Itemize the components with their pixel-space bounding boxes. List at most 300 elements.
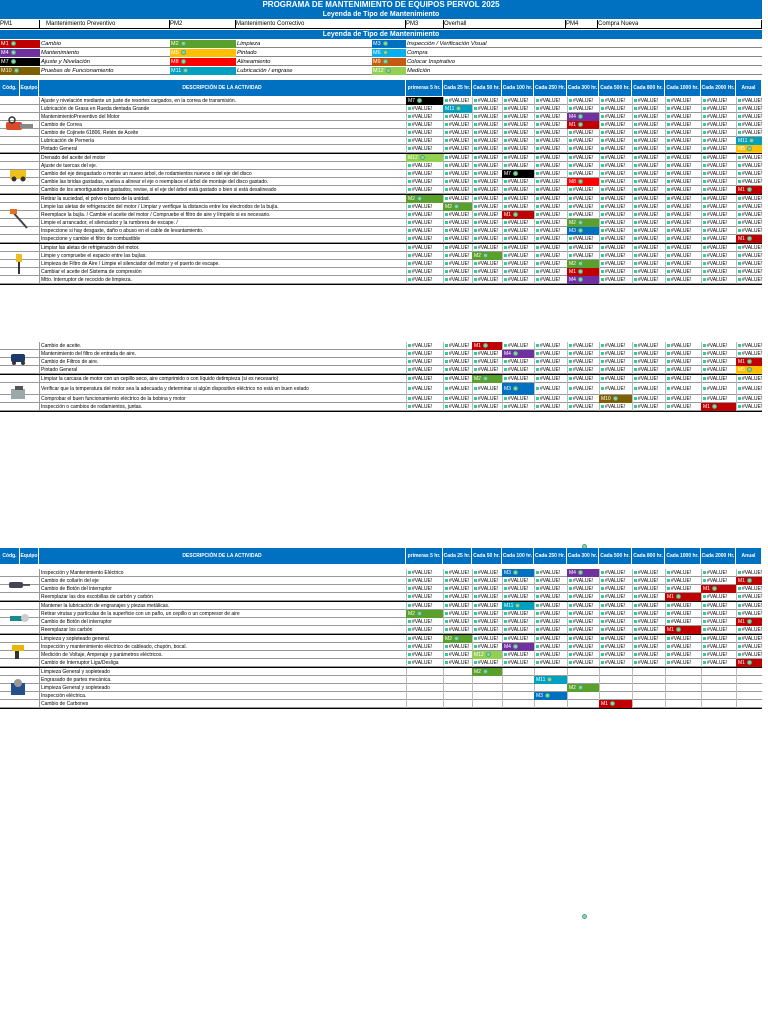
value-text: #VALUE! — [638, 660, 659, 666]
error-flag-icon — [504, 637, 507, 640]
error-flag-icon — [667, 604, 670, 607]
schedule-badge-m1 — [736, 235, 762, 243]
error-flag-icon — [601, 360, 604, 363]
value-text: #VALUE! — [412, 171, 433, 177]
block-separator — [0, 708, 762, 709]
value-cell — [632, 178, 665, 186]
checkmark-icon — [747, 619, 752, 624]
value-cell — [502, 268, 534, 276]
value-cell — [632, 643, 665, 651]
value-text: #VALUE! — [638, 603, 659, 609]
value-text: #VALUE! — [412, 644, 433, 650]
error-flag-icon — [738, 107, 741, 110]
value-text: #VALUE! — [412, 245, 433, 251]
error-flag-icon — [445, 587, 448, 590]
error-flag-icon — [569, 368, 572, 371]
error-flag-icon — [634, 229, 637, 232]
legend-code-text: M12 — [373, 68, 384, 74]
error-flag-icon — [667, 344, 670, 347]
value-text: #VALUE! — [540, 204, 561, 210]
value-cell — [665, 170, 701, 178]
value-cell — [472, 154, 502, 162]
empty-cell — [472, 692, 502, 700]
checkmark-icon — [386, 68, 391, 73]
equipment-image — [2, 195, 36, 243]
error-flag-icon — [474, 579, 477, 582]
schedule-badge-m2 — [443, 635, 472, 643]
value-cell — [632, 195, 665, 203]
error-flag-icon — [445, 131, 448, 134]
value-text: #VALUE! — [638, 253, 659, 259]
value-cell — [665, 129, 701, 137]
table-row — [0, 585, 762, 593]
value-text: #VALUE! — [449, 245, 470, 251]
table-row — [0, 395, 762, 403]
error-flag-icon — [703, 278, 706, 281]
trimmer-icon — [7, 207, 31, 231]
value-cell — [665, 154, 701, 162]
empty-cell — [502, 684, 534, 692]
value-text: #VALUE! — [638, 122, 659, 128]
checkmark-icon — [483, 343, 488, 348]
empty-cell — [443, 684, 472, 692]
legend-label: Colocar Inspirativo — [406, 58, 762, 66]
error-flag-icon — [703, 164, 706, 167]
value-cell — [632, 162, 665, 170]
value-cell — [472, 195, 502, 203]
error-flag-icon — [536, 368, 539, 371]
value-text: #VALUE! — [508, 146, 529, 152]
value-cell — [472, 219, 502, 227]
schedule-badge-m2 — [567, 219, 599, 227]
value-text: #VALUE! — [478, 245, 499, 251]
error-flag-icon — [408, 246, 411, 249]
value-text: #VALUE! — [478, 130, 499, 136]
value-cell — [599, 178, 632, 186]
error-flag-icon — [703, 620, 706, 623]
value-text: #VALUE! — [707, 627, 728, 633]
error-flag-icon — [445, 368, 448, 371]
value-text: #VALUE! — [508, 220, 529, 226]
error-flag-icon — [569, 587, 572, 590]
empty-cell — [534, 700, 567, 708]
error-flag-icon — [634, 164, 637, 167]
value-cell — [567, 137, 599, 145]
value-cell — [502, 219, 534, 227]
value-cell — [599, 235, 632, 243]
value-text: #VALUE! — [742, 644, 762, 650]
value-cell — [701, 651, 736, 659]
value-text: #VALUE! — [707, 171, 728, 177]
value-cell — [736, 350, 762, 358]
value-cell — [599, 170, 632, 178]
value-text: #VALUE! — [449, 253, 470, 259]
value-text: #VALUE! — [449, 261, 470, 267]
value-text: #VALUE! — [449, 171, 470, 177]
error-flag-icon — [667, 107, 670, 110]
value-cell — [599, 121, 632, 129]
value-cell — [632, 129, 665, 137]
error-flag-icon — [504, 278, 507, 281]
value-cell — [443, 244, 472, 252]
value-cell — [472, 244, 502, 252]
error-flag-icon — [634, 571, 637, 574]
error-flag-icon — [601, 221, 604, 224]
error-flag-icon — [474, 387, 477, 390]
empty-cell — [472, 676, 502, 684]
error-flag-icon — [474, 107, 477, 110]
value-cell — [406, 593, 443, 601]
value-cell — [567, 375, 599, 383]
value-cell — [701, 350, 736, 358]
error-flag-icon — [703, 653, 706, 656]
value-cell — [502, 260, 534, 268]
value-text: #VALUE! — [449, 396, 470, 402]
value-text: #VALUE! — [478, 611, 499, 617]
error-flag-icon — [634, 254, 637, 257]
activity-description: Cambio de los amortiguadores gastados, revise, si el eje del árbol está gastado o bien si está desalineado — [39, 186, 405, 194]
value-cell — [665, 651, 701, 659]
checkmark-icon — [456, 106, 461, 111]
value-cell — [472, 211, 502, 219]
empty-cell — [406, 668, 443, 676]
value-text: #VALUE! — [638, 652, 659, 658]
error-flag-icon — [569, 164, 572, 167]
value-text: #VALUE! — [449, 196, 470, 202]
value-text: #VALUE! — [478, 619, 499, 625]
error-flag-icon — [667, 579, 670, 582]
schedule-badge-m11 — [443, 105, 472, 113]
error-flag-icon — [504, 115, 507, 118]
value-text: #VALUE! — [707, 106, 728, 112]
table-row — [0, 684, 762, 692]
value-cell — [632, 659, 665, 667]
value-text: #VALUE! — [508, 245, 529, 251]
value-cell — [599, 219, 632, 227]
value-cell — [701, 610, 736, 618]
value-cell — [443, 350, 472, 358]
value-text: #VALUE! — [508, 228, 529, 234]
error-flag-icon — [445, 352, 448, 355]
schedule-badge-m8 — [567, 178, 599, 186]
value-text: #VALUE! — [449, 386, 470, 392]
checkmark-icon — [747, 236, 752, 241]
value-text: #VALUE! — [742, 277, 762, 283]
value-cell — [736, 121, 762, 129]
error-flag-icon — [474, 123, 477, 126]
value-cell — [736, 97, 762, 105]
value-cell — [736, 178, 762, 186]
error-flag-icon — [703, 579, 706, 582]
value-text: #VALUE! — [671, 155, 692, 161]
value-text: #VALUE! — [707, 343, 728, 349]
value-cell — [443, 366, 472, 374]
value-cell — [632, 585, 665, 593]
value-cell — [472, 610, 502, 618]
value-cell — [534, 178, 567, 186]
value-cell — [406, 602, 443, 610]
value-cell — [736, 203, 762, 211]
error-flag-icon — [601, 595, 604, 598]
value-text: #VALUE! — [742, 114, 762, 120]
error-flag-icon — [504, 180, 507, 183]
value-text: #VALUE! — [638, 204, 659, 210]
value-text: #VALUE! — [412, 212, 433, 218]
value-text: #VALUE! — [573, 396, 594, 402]
value-cell — [736, 610, 762, 618]
error-flag-icon — [536, 107, 539, 110]
value-cell — [567, 651, 599, 659]
error-flag-icon — [634, 579, 637, 582]
value-cell — [701, 626, 736, 634]
empty-cell — [567, 676, 599, 684]
value-text: #VALUE! — [412, 106, 433, 112]
value-cell — [701, 170, 736, 178]
value-cell — [534, 195, 567, 203]
error-flag-icon — [601, 278, 604, 281]
value-text: #VALUE! — [540, 220, 561, 226]
value-cell — [502, 358, 534, 366]
value-cell — [567, 585, 599, 593]
badge-text: M2 — [408, 611, 415, 617]
value-cell — [472, 569, 502, 577]
error-flag-icon — [408, 405, 411, 408]
value-text: #VALUE! — [508, 138, 529, 144]
value-cell — [736, 626, 762, 634]
value-cell — [502, 154, 534, 162]
value-cell — [534, 383, 567, 395]
value-cell — [701, 643, 736, 651]
value-cell — [443, 235, 472, 243]
value-text: #VALUE! — [671, 603, 692, 609]
error-flag-icon — [474, 156, 477, 159]
empty-cell — [665, 668, 701, 676]
schedule-badge-m12 — [406, 154, 443, 162]
value-text: #VALUE! — [478, 586, 499, 592]
error-flag-icon — [703, 571, 706, 574]
value-cell — [406, 383, 443, 395]
error-flag-icon — [667, 360, 670, 363]
value-text: #VALUE! — [671, 114, 692, 120]
value-cell — [665, 585, 701, 593]
table-row — [0, 651, 762, 659]
value-cell — [472, 178, 502, 186]
value-cell — [701, 635, 736, 643]
value-text: #VALUE! — [449, 212, 470, 218]
empty-cell — [443, 700, 472, 708]
value-cell — [665, 375, 701, 383]
value-text: #VALUE! — [478, 171, 499, 177]
error-flag-icon — [474, 180, 477, 183]
activity-description: Limpie las aletas de refrigeración del motor / Limpiar y verifique la distancia entre los electrodos de la bujía. — [39, 203, 405, 211]
error-flag-icon — [667, 172, 670, 175]
error-flag-icon — [408, 131, 411, 134]
badge-text: M1 — [504, 212, 511, 218]
value-text: #VALUE! — [573, 586, 594, 592]
value-text: #VALUE! — [508, 277, 529, 283]
header-interval: Cada 300 hr. — [567, 548, 599, 564]
value-text: #VALUE! — [412, 122, 433, 128]
header-cod: Códg. — [0, 80, 20, 96]
error-flag-icon — [634, 360, 637, 363]
chainsaw-icon — [4, 116, 34, 134]
schedule-badge-m2 — [472, 668, 502, 676]
value-text: #VALUE! — [707, 611, 728, 617]
value-text: #VALUE! — [508, 236, 529, 242]
legend-label: Alineamiento — [236, 58, 372, 66]
value-text: #VALUE! — [605, 114, 626, 120]
value-cell — [534, 162, 567, 170]
table-row — [0, 618, 762, 626]
value-cell — [472, 383, 502, 395]
value-text: #VALUE! — [573, 627, 594, 633]
value-text: #VALUE! — [540, 277, 561, 283]
value-text: #VALUE! — [508, 261, 529, 267]
error-flag-icon — [408, 344, 411, 347]
value-text: #VALUE! — [707, 351, 728, 357]
value-cell — [406, 366, 443, 374]
error-flag-icon — [738, 156, 741, 159]
error-flag-icon — [634, 213, 637, 216]
value-text: #VALUE! — [412, 636, 433, 642]
error-flag-icon — [667, 262, 670, 265]
value-text: #VALUE! — [707, 220, 728, 226]
error-flag-icon — [504, 579, 507, 582]
value-cell — [567, 145, 599, 153]
value-text: #VALUE! — [671, 130, 692, 136]
value-text: #VALUE! — [671, 228, 692, 234]
checkmark-icon — [383, 41, 388, 46]
value-cell — [599, 651, 632, 659]
error-flag-icon — [601, 164, 604, 167]
value-text: #VALUE! — [638, 236, 659, 242]
value-cell — [632, 260, 665, 268]
error-flag-icon — [536, 278, 539, 281]
value-text: #VALUE! — [573, 212, 594, 218]
value-cell — [701, 252, 736, 260]
error-flag-icon — [536, 180, 539, 183]
error-flag-icon — [738, 628, 741, 631]
value-cell — [406, 113, 443, 121]
error-flag-icon — [569, 172, 572, 175]
error-flag-icon — [408, 620, 411, 623]
value-text: #VALUE! — [671, 578, 692, 584]
value-text: #VALUE! — [449, 122, 470, 128]
value-text: #VALUE! — [638, 212, 659, 218]
checkmark-icon — [578, 277, 583, 282]
value-text: #VALUE! — [540, 570, 561, 576]
value-text: #VALUE! — [508, 106, 529, 112]
value-cell — [406, 186, 443, 194]
error-flag-icon — [408, 653, 411, 656]
error-flag-icon — [569, 637, 572, 640]
equipment-image — [2, 154, 36, 194]
value-cell — [502, 276, 534, 284]
table-row — [0, 659, 762, 667]
error-flag-icon — [667, 237, 670, 240]
value-text: #VALUE! — [412, 376, 433, 382]
value-cell — [632, 186, 665, 194]
error-flag-icon — [738, 397, 741, 400]
value-cell — [701, 358, 736, 366]
drill-icon — [7, 579, 31, 591]
empty-cell — [406, 700, 443, 708]
value-text: #VALUE! — [412, 367, 433, 373]
error-flag-icon — [667, 637, 670, 640]
value-text: #VALUE! — [638, 396, 659, 402]
value-cell — [443, 618, 472, 626]
value-text: #VALUE! — [605, 228, 626, 234]
error-flag-icon — [474, 352, 477, 355]
value-text: #VALUE! — [742, 376, 762, 382]
error-flag-icon — [601, 270, 604, 273]
value-cell — [567, 97, 599, 105]
error-flag-icon — [738, 405, 741, 408]
table-row — [0, 610, 762, 618]
value-text: #VALUE! — [707, 652, 728, 658]
value-text: #VALUE! — [638, 343, 659, 349]
activity-description: Ajuste de tuercas del eje. — [39, 162, 405, 170]
value-cell — [632, 403, 665, 411]
legend-code-text: M5 — [171, 50, 179, 56]
error-flag-icon — [536, 164, 539, 167]
value-text: #VALUE! — [638, 619, 659, 625]
value-text: #VALUE! — [671, 343, 692, 349]
value-text: #VALUE! — [412, 627, 433, 633]
value-cell — [534, 403, 567, 411]
schedule-badge-m7 — [502, 170, 534, 178]
value-text: #VALUE! — [540, 146, 561, 152]
value-cell — [665, 342, 701, 350]
value-cell — [502, 145, 534, 153]
value-text: #VALUE! — [605, 163, 626, 169]
value-cell — [632, 211, 665, 219]
error-flag-icon — [738, 254, 741, 257]
error-flag-icon — [634, 620, 637, 623]
value-cell — [472, 170, 502, 178]
error-flag-icon — [667, 123, 670, 126]
value-text: #VALUE! — [449, 98, 470, 104]
value-text: #VALUE! — [638, 277, 659, 283]
value-cell — [472, 260, 502, 268]
value-cell — [534, 113, 567, 121]
value-text: #VALUE! — [508, 627, 529, 633]
table-row — [0, 162, 762, 170]
table-row — [0, 643, 762, 651]
error-flag-icon — [474, 628, 477, 631]
value-text: #VALUE! — [605, 196, 626, 202]
error-flag-icon — [445, 387, 448, 390]
value-text: #VALUE! — [671, 245, 692, 251]
value-cell — [665, 252, 701, 260]
value-cell — [599, 268, 632, 276]
error-flag-icon — [703, 270, 706, 273]
value-cell — [472, 358, 502, 366]
error-flag-icon — [667, 612, 670, 615]
error-flag-icon — [738, 387, 741, 390]
value-cell — [701, 195, 736, 203]
error-flag-icon — [738, 164, 741, 167]
value-text: #VALUE! — [742, 130, 762, 136]
error-flag-icon — [601, 352, 604, 355]
value-cell — [502, 651, 534, 659]
error-flag-icon — [408, 205, 411, 208]
value-cell — [534, 602, 567, 610]
value-text: #VALUE! — [412, 130, 433, 136]
error-flag-icon — [703, 156, 706, 159]
value-text: #VALUE! — [508, 367, 529, 373]
badge-text: M1 — [569, 122, 576, 128]
